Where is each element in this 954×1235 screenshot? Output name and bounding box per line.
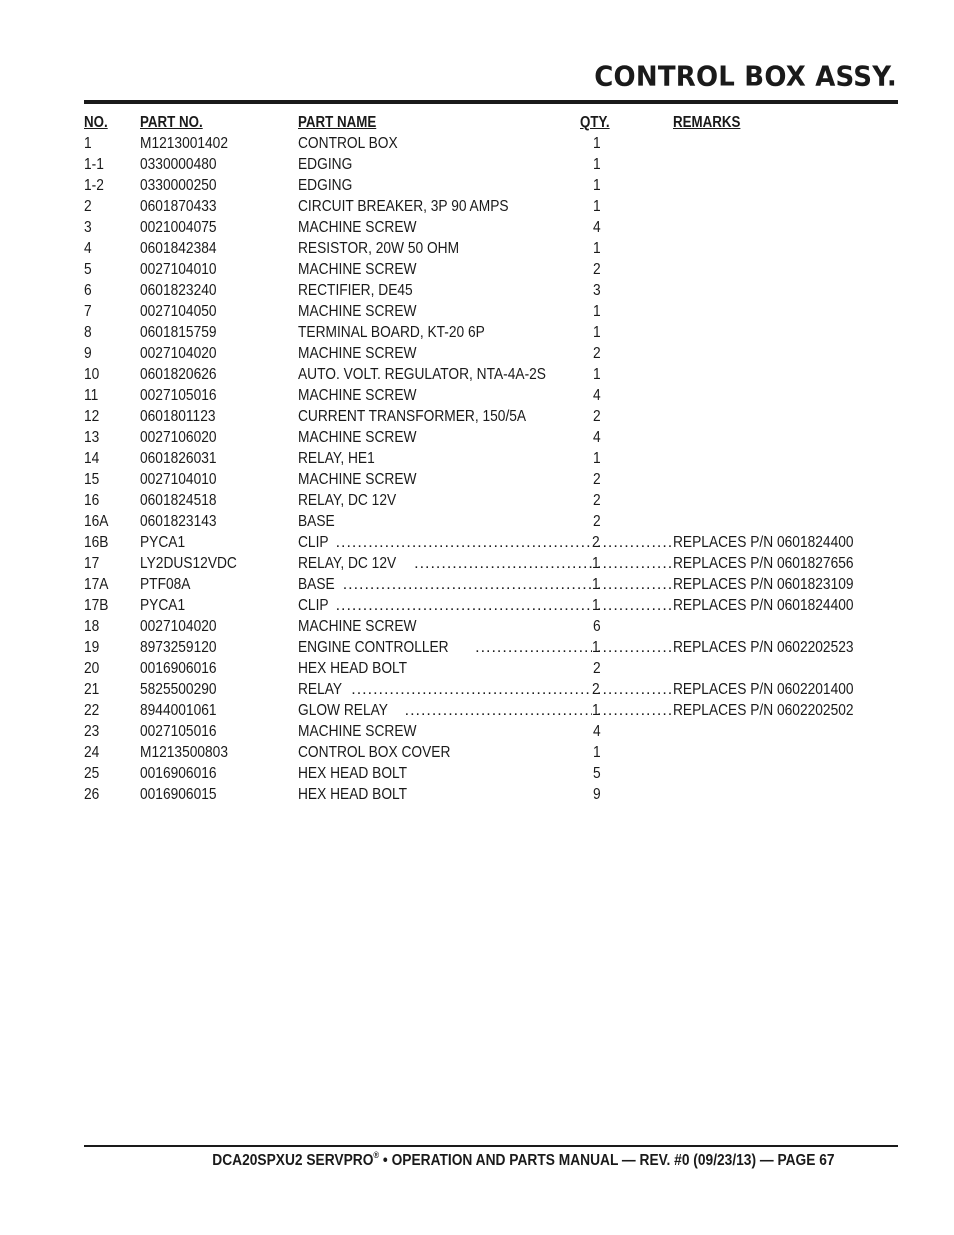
header-part-name: PART NAME (298, 114, 377, 131)
part-name: RELAY, DC 12V (298, 492, 397, 509)
remarks: REPLACES P/N 0601823109 (673, 576, 854, 593)
table-row (84, 427, 898, 448)
part-name: AUTO. VOLT. REGULATOR, NTA-4A-2S (298, 366, 546, 383)
item-number: 1 (84, 135, 92, 152)
part-number: 0601801123 (140, 408, 216, 425)
table-row (84, 175, 898, 196)
table-row (84, 259, 898, 280)
table-row (84, 490, 898, 511)
part-name: HEX HEAD BOLT (298, 786, 408, 803)
part-name: TERMINAL BOARD, KT-20 6P (298, 324, 485, 341)
table-row (84, 532, 898, 553)
part-name: BASE (298, 513, 335, 530)
quantity: 1 (592, 702, 600, 719)
item-number: 23 (84, 723, 100, 740)
quantity: 1 (593, 198, 601, 215)
part-number: 0027104010 (140, 471, 217, 488)
part-name: CLIP (298, 597, 329, 614)
dot-leader (597, 595, 673, 616)
part-number: 0601826031 (140, 450, 217, 467)
item-number: 9 (84, 345, 92, 362)
quantity: 2 (593, 261, 601, 278)
remarks: REPLACES P/N 0602202502 (673, 702, 854, 719)
item-number: 21 (84, 681, 100, 698)
remarks-leader (593, 574, 673, 595)
part-name-with-leader (298, 637, 601, 658)
remarks: REPLACES P/N 0601824400 (673, 534, 854, 551)
table-row (84, 784, 898, 805)
table-row (84, 469, 898, 490)
item-number: 25 (84, 765, 100, 782)
part-number: M1213500803 (140, 744, 228, 761)
item-number: 24 (84, 744, 100, 761)
part-number: 8944001061 (140, 702, 217, 719)
item-number: 7 (84, 303, 92, 320)
part-number: 0027104010 (140, 261, 217, 278)
item-number: 10 (84, 366, 100, 383)
table-row (84, 700, 898, 721)
part-name-with-leader (298, 574, 601, 595)
dot-leader (336, 595, 593, 616)
part-number: 0016906016 (140, 765, 217, 782)
part-name: BASE (298, 576, 335, 593)
table-row (84, 574, 898, 595)
quantity: 6 (593, 618, 601, 635)
remarks: REPLACES P/N 0601827656 (673, 555, 854, 572)
quantity: 1 (593, 324, 601, 341)
table-row (84, 679, 898, 700)
quantity: 3 (593, 282, 601, 299)
item-number: 1-2 (84, 177, 104, 194)
quantity: 2 (593, 408, 601, 425)
part-name: MACHINE SCREW (298, 471, 417, 488)
item-number: 18 (84, 618, 100, 635)
item-number: 17 (84, 555, 100, 572)
dot-leader (405, 700, 592, 721)
quantity: 1 (593, 303, 601, 320)
part-name: MACHINE SCREW (298, 303, 417, 320)
part-name: EDGING (298, 177, 353, 194)
table-row (84, 553, 898, 574)
remarks: REPLACES P/N 0602201400 (673, 681, 854, 698)
title-divider (84, 100, 898, 104)
remarks: REPLACES P/N 0601824400 (673, 597, 854, 614)
page-footer (213, 1152, 835, 1170)
part-number: 0330000250 (140, 177, 217, 194)
part-number: 0601842384 (140, 240, 217, 257)
part-name: HEX HEAD BOLT (298, 660, 408, 677)
item-number: 20 (84, 660, 100, 677)
part-number: 0027106020 (140, 429, 217, 446)
item-number: 5 (84, 261, 92, 278)
part-name: RELAY, DC 12V (298, 555, 397, 572)
table-row (84, 385, 898, 406)
table-row (84, 301, 898, 322)
part-name-with-leader (298, 553, 601, 574)
dot-leader (475, 637, 592, 658)
footer-trademark: ® (373, 1150, 380, 1160)
table-header-row (84, 112, 898, 133)
part-name: RELAY (298, 681, 343, 698)
remarks-leader (593, 637, 673, 658)
item-number: 16 (84, 492, 100, 509)
item-number: 3 (84, 219, 92, 236)
item-number: 17A (84, 576, 109, 593)
part-number: 0027104020 (140, 618, 217, 635)
part-number: 0016906016 (140, 660, 217, 677)
item-number: 26 (84, 786, 100, 803)
header-part-no: PART NO. (140, 114, 203, 131)
quantity: 1 (592, 576, 600, 593)
part-number: 0601870433 (140, 198, 217, 215)
table-row (84, 658, 898, 679)
quantity: 2 (592, 534, 600, 551)
table-row (84, 133, 898, 154)
table-row (84, 343, 898, 364)
quantity: 9 (593, 786, 601, 803)
table-row (84, 742, 898, 763)
table-row (84, 511, 898, 532)
part-number: PTF08A (140, 576, 191, 593)
dot-leader (597, 679, 673, 700)
part-number: 8973259120 (140, 639, 217, 656)
part-number: 0027104050 (140, 303, 217, 320)
dot-leader (597, 532, 673, 553)
table-row (84, 595, 898, 616)
footer-divider (84, 1145, 898, 1147)
part-name-with-leader (298, 679, 601, 700)
part-name: GLOW RELAY (298, 702, 388, 719)
table-row (84, 364, 898, 385)
remarks-leader (593, 700, 673, 721)
dot-leader (351, 679, 592, 700)
part-name: RECTIFIER, DE45 (298, 282, 413, 299)
part-number: M1213001402 (140, 135, 228, 152)
table-row (84, 238, 898, 259)
item-number: 16B (84, 534, 109, 551)
part-name: MACHINE SCREW (298, 345, 417, 362)
item-number: 14 (84, 450, 100, 467)
quantity: 5 (593, 765, 601, 782)
part-number: 0027104020 (140, 345, 217, 362)
item-number: 19 (84, 639, 100, 656)
part-name: MACHINE SCREW (298, 219, 417, 236)
table-body (84, 133, 898, 805)
remarks-leader (593, 532, 673, 553)
part-number: 0601824518 (140, 492, 217, 509)
dot-leader (597, 637, 673, 658)
part-number: 0601823143 (140, 513, 217, 530)
dot-leader (343, 574, 592, 595)
table-row (84, 154, 898, 175)
part-name: HEX HEAD BOLT (298, 765, 408, 782)
part-number: 0027105016 (140, 387, 217, 404)
part-name: MACHINE SCREW (298, 429, 417, 446)
part-number: PYCA1 (140, 534, 186, 551)
header-remarks: REMARKS (673, 114, 741, 131)
table-row (84, 721, 898, 742)
part-name: RELAY, HE1 (298, 450, 375, 467)
item-number: 22 (84, 702, 100, 719)
remarks: REPLACES P/N 0602202523 (673, 639, 854, 656)
quantity: 4 (593, 723, 601, 740)
part-number: 0330000480 (140, 156, 217, 173)
part-number: 0027105016 (140, 723, 217, 740)
quantity: 2 (593, 513, 601, 530)
part-name: CURRENT TRANSFORMER, 150/5A (298, 408, 527, 425)
quantity: 4 (593, 429, 601, 446)
quantity: 4 (593, 219, 601, 236)
item-number: 12 (84, 408, 100, 425)
table-row (84, 448, 898, 469)
table-row (84, 406, 898, 427)
part-number: 0601815759 (140, 324, 217, 341)
page-title: CONTROL BOX ASSY. (594, 61, 897, 93)
quantity: 2 (593, 660, 601, 677)
quantity: 1 (592, 555, 600, 572)
quantity: 1 (593, 135, 601, 152)
part-name: RESISTOR, 20W 50 OHM (298, 240, 460, 257)
item-number: 2 (84, 198, 92, 215)
table-row (84, 616, 898, 637)
item-number: 16A (84, 513, 109, 530)
item-number: 13 (84, 429, 100, 446)
quantity: 1 (593, 366, 601, 383)
item-number: 17B (84, 597, 109, 614)
table-row (84, 322, 898, 343)
quantity: 4 (593, 387, 601, 404)
footer-text: • OPERATION AND PARTS MANUAL — REV. #0 (09/23/13) — PAGE 67 (379, 1152, 835, 1169)
item-number: 8 (84, 324, 92, 341)
header-qty: QTY. (580, 114, 610, 131)
part-name-with-leader (298, 595, 601, 616)
part-name: MACHINE SCREW (298, 387, 417, 404)
quantity: 1 (593, 744, 601, 761)
dot-leader (336, 532, 593, 553)
quantity: 2 (593, 492, 601, 509)
table-row (84, 637, 898, 658)
part-number: 0021004075 (140, 219, 217, 236)
header-no: NO. (84, 114, 108, 131)
remarks-leader (593, 679, 673, 700)
part-number: LY2DUS12VDC (140, 555, 237, 572)
quantity: 1 (593, 156, 601, 173)
part-number: 5825500290 (140, 681, 217, 698)
part-name: ENGINE CONTROLLER (298, 639, 449, 656)
table-row (84, 280, 898, 301)
footer-model: DCA20SPXU2 SERVPRO (212, 1152, 374, 1169)
part-name: EDGING (298, 156, 353, 173)
quantity: 2 (592, 681, 600, 698)
quantity: 1 (593, 240, 601, 257)
table-row (84, 196, 898, 217)
item-number: 11 (84, 387, 99, 404)
dot-leader (597, 700, 673, 721)
item-number: 4 (84, 240, 92, 257)
quantity: 2 (593, 471, 601, 488)
part-number: 0016906015 (140, 786, 217, 803)
parts-table (84, 112, 898, 805)
item-number: 15 (84, 471, 100, 488)
part-name: CONTROL BOX (298, 135, 398, 152)
dot-leader (597, 574, 673, 595)
item-number: 6 (84, 282, 92, 299)
quantity: 1 (592, 597, 600, 614)
part-name: CLIP (298, 534, 329, 551)
remarks-leader (593, 595, 673, 616)
part-number: PYCA1 (140, 597, 186, 614)
quantity: 1 (593, 450, 601, 467)
part-name-with-leader (298, 700, 601, 721)
remarks-leader (593, 553, 673, 574)
dot-leader (414, 553, 592, 574)
part-name: CIRCUIT BREAKER, 3P 90 AMPS (298, 198, 509, 215)
part-name: MACHINE SCREW (298, 723, 417, 740)
item-number: 1-1 (84, 156, 104, 173)
table-row (84, 217, 898, 238)
part-name: MACHINE SCREW (298, 618, 417, 635)
part-name-with-leader (298, 532, 601, 553)
part-name: MACHINE SCREW (298, 261, 417, 278)
quantity: 1 (592, 639, 600, 656)
part-number: 0601823240 (140, 282, 217, 299)
part-number: 0601820626 (140, 366, 217, 383)
dot-leader (597, 553, 673, 574)
quantity: 2 (593, 345, 601, 362)
quantity: 1 (593, 177, 601, 194)
part-name: CONTROL BOX COVER (298, 744, 451, 761)
table-row (84, 763, 898, 784)
